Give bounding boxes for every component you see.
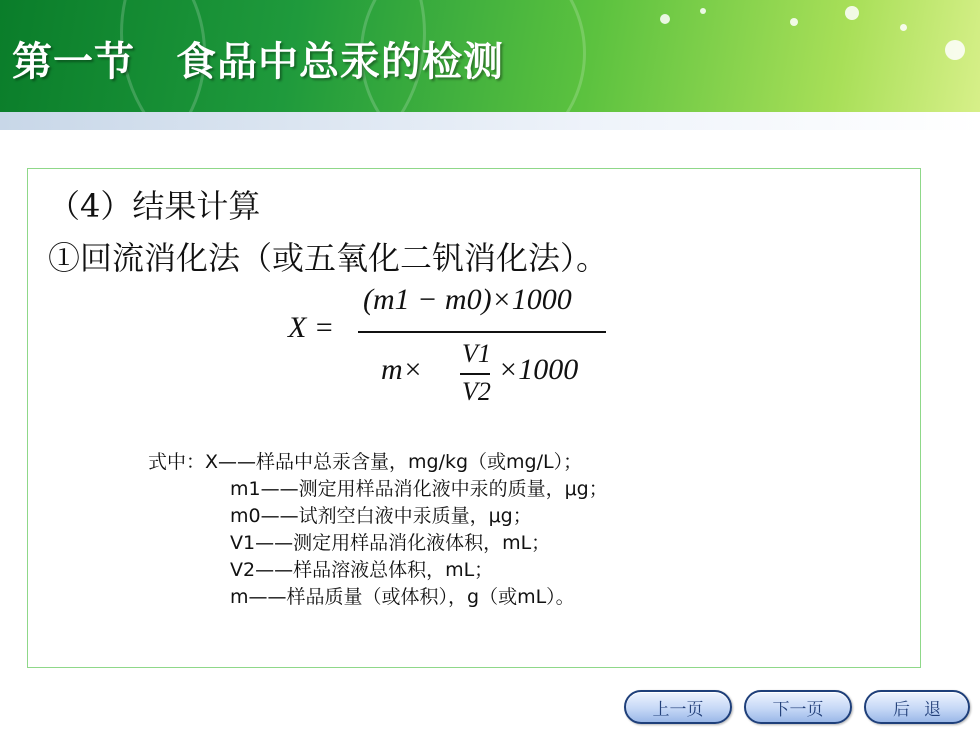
content-box: [27, 168, 921, 668]
header-band: [0, 112, 980, 130]
ratio-bar: [460, 373, 490, 375]
sparkle-dot: [700, 8, 706, 14]
sparkle-dot: [900, 24, 907, 31]
back-button[interactable]: 后退: [864, 690, 970, 724]
definition-line: V1——测定用样品消化液体积，mL；: [230, 532, 551, 554]
sparkle-dot: [790, 18, 798, 26]
variable-definitions: [148, 449, 608, 611]
formula-denominator-rest: ×1000: [498, 353, 579, 386]
result-formula: [258, 277, 658, 427]
method-heading: ①回流消化法（或五氧化二钒消化法）。: [48, 239, 609, 277]
definition-line: m——样品质量（或体积），g（或mL）。: [230, 586, 575, 608]
definition-line: V2——样品溶液总体积，mL；: [230, 559, 494, 581]
definition-line: m0——试剂空白液中汞质量，μg；: [230, 505, 532, 527]
formula-v1: V1: [462, 339, 491, 368]
formula-denominator-m: m×: [381, 353, 423, 386]
formula-numerator: (m1 − m0)×1000: [363, 283, 572, 316]
definition-line: m1——测定用样品消化液中汞的质量，μg；: [230, 478, 608, 500]
sparkle-dot: [845, 6, 859, 20]
prev-page-button[interactable]: 上一页: [624, 690, 732, 724]
header-banner: [0, 0, 980, 130]
section-heading: （4）结果计算: [48, 187, 261, 225]
sparkle-dot: [945, 40, 965, 60]
fraction-bar: [358, 331, 606, 333]
page-title: 第一节 食品中总汞的检测: [12, 39, 504, 85]
next-page-button[interactable]: 下一页: [744, 690, 852, 724]
definition-line: 式中：X——样品中总汞含量，mg/kg（或mg/L）；: [148, 451, 583, 473]
formula-lhs: X =: [288, 311, 335, 344]
sparkle-dot: [660, 14, 670, 24]
formula-v2: V2: [462, 377, 491, 406]
